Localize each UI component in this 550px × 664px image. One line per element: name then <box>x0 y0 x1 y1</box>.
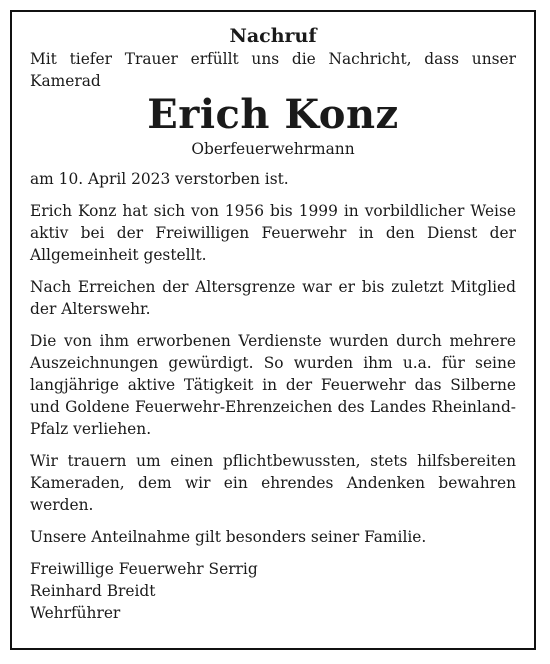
paragraph-service: Erich Konz hat sich von 1956 bis 1999 in vorbildlicher Weise aktiv bei der Freiwilligen Feuerwehr in den Dienst der Allgemeinheit gestellt. <box>30 202 516 264</box>
deceased-name: Erich Konz <box>147 91 399 138</box>
death-date-text: am 10. April 2023 verstorben ist. <box>30 170 289 188</box>
paragraph-alterswehr: Nach Erreichen der Altersgrenze war er bis zuletzt Mitglied der Alterswehr. <box>30 278 516 318</box>
signature-block <box>30 558 516 624</box>
obituary-notice <box>10 10 536 650</box>
notice-heading: Nachruf <box>229 25 317 47</box>
paragraph-honors: Die von ihm erworbenen Verdienste wurden durch mehrere Auszeichnungen gewürdigt. So wurden ihm u.a. für seine langjährige aktive Tätigkeit in der Feuerwehr das Silberne und Goldene Feuerwehr-Ehrenzeichen des Landes Rheinland-Pfalz verliehen. <box>30 332 516 438</box>
paragraph-mourning: Wir trauern um einen pflichtbewussten, stets hilfsbereiten Kameraden, dem wir ein ehrendes Andenken bewahren werden. <box>30 452 516 514</box>
signature-organization: Freiwillige Feuerwehr Serrig <box>30 560 258 578</box>
deceased-rank: Oberfeuerwehrmann <box>191 140 355 158</box>
obituary-content <box>30 24 516 624</box>
intro-text: Mit tiefer Trauer erfüllt uns die Nachricht, dass unser Kamerad <box>30 50 516 90</box>
paragraph-sympathy: Unsere Anteilnahme gilt besonders seiner Familie. <box>30 528 427 546</box>
signature-person: Reinhard Breidt <box>30 582 156 600</box>
signature-title: Wehrführer <box>30 604 121 622</box>
